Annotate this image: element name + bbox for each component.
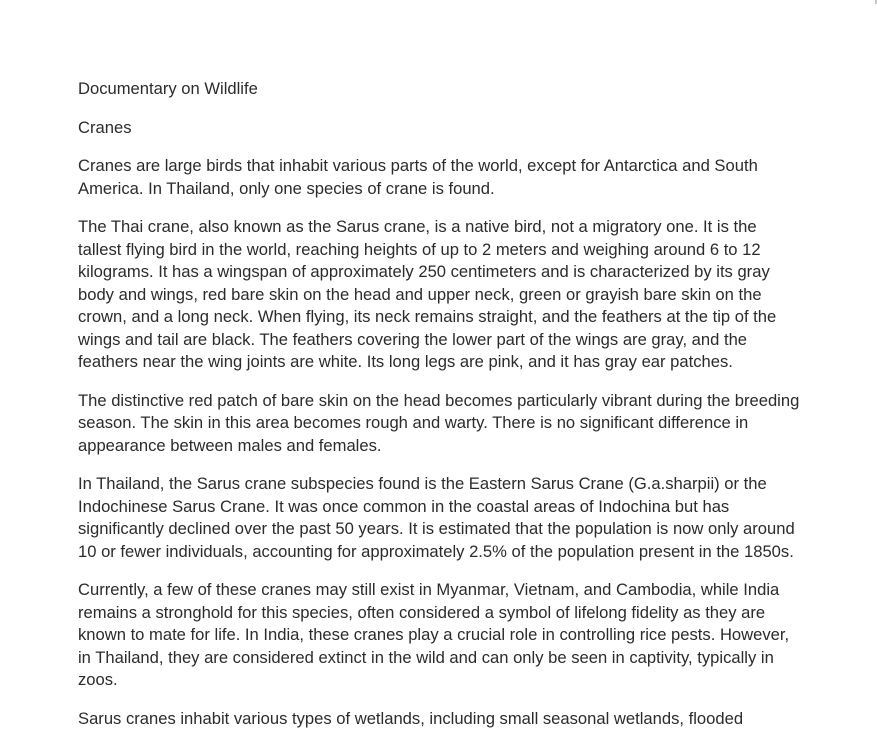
paragraph-habitat: Sarus cranes inhabit various types of wetlands, including small seasonal wetlands, flooded xyxy=(78,708,744,728)
document-body xyxy=(78,78,800,746)
paragraph-subspecies: In Thailand, the Sarus crane subspecies found is the Eastern Sarus Crane (G.a.sharpii) or the Indochinese Sarus Crane. It was once common in the coastal areas of Indochina but has significantly declined over the past 50 years. It is estimated that the population is now only around 10 or fewer individuals, accounting for approximately 2.5% of the population present in the 1850s. xyxy=(78,474,795,561)
document-subheading: Cranes xyxy=(78,117,132,137)
paragraph-breeding: The distinctive red patch of bare skin on the head becomes particularly vibrant during the breeding season. The skin in this area becomes rough and warty. There is no significant difference in appearance between males and females. xyxy=(78,390,800,455)
paragraph-intro: Cranes are large birds that inhabit various parts of the world, except for Antarctica and South America. In Thailand, only one species of crane is found. xyxy=(78,156,758,198)
document-heading: Documentary on Wildlife xyxy=(78,79,258,98)
paragraph-distribution: Currently, a few of these cranes may still exist in Myanmar, Vietnam, and Cambodia, while India remains a stronghold for this species, often considered a symbol of lifelong fidelity as they are known to mate for life. In India, these cranes play a crucial role in controlling rice pests. However, in Thailand, they are considered extinct in the wild and can only be seen in captivity, typically in zoos. xyxy=(78,580,790,689)
paragraph-description: The Thai crane, also known as the Sarus crane, is a native bird, not a migratory one. It is the tallest flying bird in the world, reaching heights of up to 2 meters and weighing around 6 to 12 kilograms. It has a wingspan of approximately 250 centimeters and is characterized by its gray body and wings, red bare skin on the head and upper neck, green or grayish bare skin on the crown, and a long neck. When flying, its neck remains straight, and the feathers at the tip of the wings and tail are black. The feathers covering the lower part of the wings are gray, and the feathers near the wing joints are white. Its long legs are pink, and it has gray ear patches. xyxy=(78,217,777,371)
